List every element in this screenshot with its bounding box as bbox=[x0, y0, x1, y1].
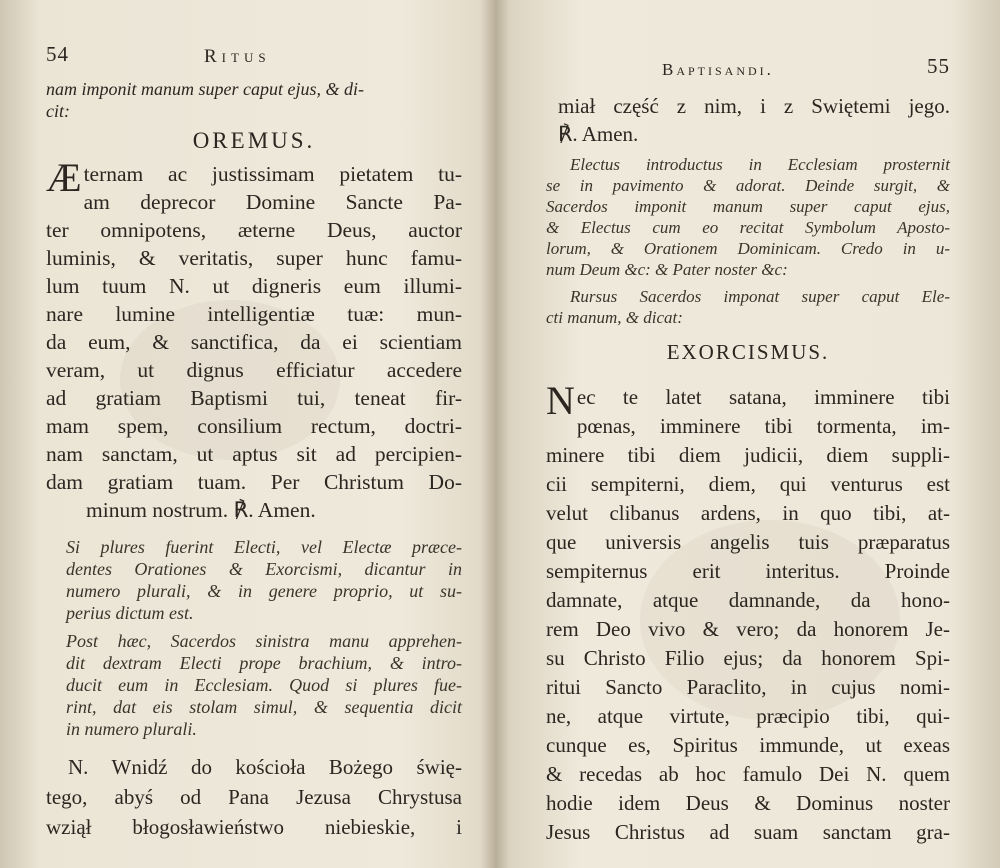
text-line: Rursus Sacerdos imponat super caput Ele- bbox=[570, 287, 950, 306]
text-line: rem Deo vivo & vero; da honorem Je- bbox=[546, 617, 950, 641]
text-line: N. Wnidź do kościoła Bożego świę- bbox=[68, 755, 462, 779]
text-line: se in pavimento & adorat. Deinde surgit, & bbox=[546, 176, 950, 195]
text-line: cit: bbox=[46, 101, 70, 121]
section-heading: OREMUS. bbox=[192, 128, 316, 153]
text-line: hodie idem Deus & Dominus noster bbox=[546, 791, 950, 815]
page-number: 55 bbox=[927, 54, 950, 78]
text-line: Electus introductus in Ecclesiam prosternit bbox=[570, 155, 950, 174]
intro-rubric bbox=[46, 78, 462, 122]
text-line: cii sempiterni, diem, qui venturus est bbox=[546, 472, 950, 496]
left-page bbox=[0, 0, 492, 868]
exorcism-text bbox=[546, 378, 950, 847]
text-line: sempiternus erit interitus. Proinde bbox=[546, 559, 950, 583]
text-line: am deprecor Domine Sancte Pa- bbox=[83, 190, 462, 214]
text-line: veram, ut dignus efficiatur accedere bbox=[46, 358, 462, 382]
text-line: ad gratiam Baptismi tui, teneat fir- bbox=[46, 386, 462, 410]
spacer bbox=[46, 524, 462, 536]
text-line: dit dextram Electi prope brachium, & intro- bbox=[66, 653, 462, 673]
text-line: mam spem, consilium rectum, doctri- bbox=[46, 414, 462, 438]
text-line: ducit eum in Ecclesiam. Quod si plures fue- bbox=[66, 675, 462, 695]
text-line: nare lumine intelligentiæ tuæ: mun- bbox=[46, 302, 462, 326]
text-line: in numero plurali. bbox=[66, 719, 197, 739]
text-line: lum tuum N. ut digneris eum illumi- bbox=[46, 274, 462, 298]
text-line: nam sanctam, ut aptus sit ad percipien- bbox=[46, 442, 462, 466]
text-line: cti manum, & dicat: bbox=[546, 308, 683, 327]
running-head bbox=[546, 56, 950, 92]
text-line: ne, atque virtute, præcipio tibi, qui- bbox=[546, 704, 950, 728]
text-line: minum nostrum. ℟. Amen. bbox=[86, 498, 316, 522]
text-line: luminis, & veritatis, super hunc famu- bbox=[46, 246, 462, 270]
text-line: perius dictum est. bbox=[66, 603, 194, 623]
page-number: 54 bbox=[46, 42, 69, 66]
text-line: dentes Orationes & Exorcismi, dicantur in bbox=[66, 559, 462, 579]
running-title: Ritus bbox=[204, 46, 271, 67]
text-line: lorum, & Orationem Dominicam. Credo in u- bbox=[546, 239, 950, 258]
text-line: velut clibanus ardens, in quo tibi, at- bbox=[546, 501, 950, 525]
text-line: nam imponit manum super caput ejus, & di- bbox=[46, 79, 364, 99]
polish-text bbox=[46, 752, 462, 842]
rubric-imposition bbox=[546, 286, 950, 328]
running-head bbox=[46, 42, 462, 78]
text-line: Post hæc, Sacerdos sinistra manu apprehen- bbox=[66, 631, 462, 651]
rubric-plural bbox=[46, 536, 462, 624]
text-line: da eum, & sanctifica, da ei scientiam bbox=[46, 330, 462, 354]
text-line: ℟. Amen. bbox=[558, 122, 639, 146]
text-line: su Christo Filio ejus; da honorem Spi- bbox=[546, 646, 950, 670]
text-line: que universis angelis tuis præparatus bbox=[546, 530, 950, 554]
drop-cap: N bbox=[546, 378, 575, 423]
drop-cap: Æ bbox=[46, 155, 82, 200]
text-line: dam gratiam tuam. Per Christum Do- bbox=[46, 470, 462, 494]
text-line bbox=[546, 378, 950, 423]
text-line: & recedas ab hoc famulo Dei N. quem bbox=[546, 762, 950, 786]
text-line: damnate, atque damnande, da hono- bbox=[546, 588, 950, 612]
text-line: cunque es, Spiritus immunde, ut exeas bbox=[546, 733, 950, 757]
text-line: ter omnipotens, æterne Deus, auctor bbox=[46, 218, 462, 242]
text-line: Si plures fuerint Electi, vel Electæ præce- bbox=[66, 537, 462, 557]
text-line: wziął błogosławieństwo niebieskie, i bbox=[46, 815, 462, 839]
text-line: Sacerdos imponit manum super caput ejus, bbox=[546, 197, 950, 216]
text-line: tego, abyś od Pana Jezusa Chrystusa bbox=[46, 785, 462, 809]
text-line: ritui Sancto Paraclito, in cujus nomi- bbox=[546, 675, 950, 699]
prayer-text bbox=[46, 155, 462, 524]
text-line: numero plurali, & in genere proprio, ut su- bbox=[66, 581, 462, 601]
spacer bbox=[46, 740, 462, 752]
text-line-content: ec te latet satana, imminere tibi bbox=[576, 385, 950, 409]
text-line: Jesus Christus ad suam sanctam gra- bbox=[546, 820, 950, 844]
right-page bbox=[508, 0, 1000, 868]
polish-text bbox=[546, 92, 950, 148]
text-line: minere tibi diem judicii, diem suppli- bbox=[546, 443, 950, 467]
text-line-content: ternam ac justissimam pietatem tu- bbox=[83, 162, 462, 186]
rubric-entry bbox=[46, 630, 462, 740]
rubric-prostration bbox=[546, 154, 950, 280]
text-line: rint, dat eis stolam simul, & sequentia dicit bbox=[66, 697, 462, 717]
text-line: miał część z nim, i z Swiętemi jego. bbox=[558, 94, 950, 118]
running-title: Baptisandi. bbox=[662, 60, 774, 79]
text-line bbox=[46, 155, 462, 200]
text-line: & Electus cum eo recitat Symbolum Aposto- bbox=[546, 218, 950, 237]
text-line: num Deum &c: & Pater noster &c: bbox=[546, 260, 788, 279]
section-heading: EXORCISMUS. bbox=[666, 340, 830, 364]
text-line: pœnas, imminere tibi tormenta, im- bbox=[576, 414, 950, 438]
